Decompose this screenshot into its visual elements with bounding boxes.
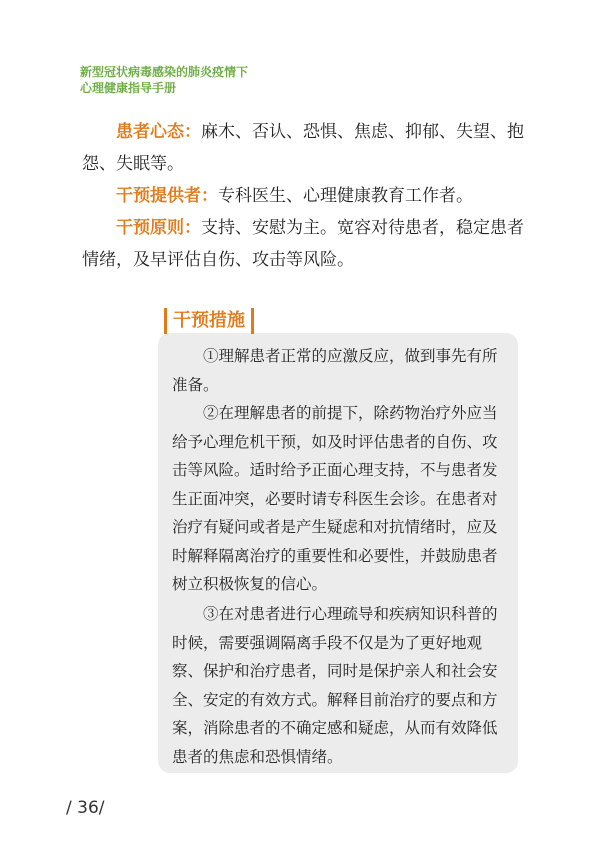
measure-item-3: ③在对患者进行心理疏导和疾病知识科普的时候，需要强调隔离手段不仅是为了更好地观察、保护和治疗患者，同时是保护亲人和社会安全、安定的有效方式。解释目前治疗的要点和方案，消除患者的不确定感和疑虑，从而有效降低患者的焦虑和恐惧情绪。 [172,605,498,766]
provider-paragraph [82,180,527,212]
patient-state-text: 麻木、否认、恐惧、焦虑、抑郁、失望、抱怨、失眠等。 [82,122,524,174]
header-title: 新型冠状病毒感染的肺炎疫情下 [80,65,249,79]
running-header [80,64,248,96]
header-subtitle: 心理健康指导手册 [80,81,177,95]
provider-label: 干预提供者： [116,186,218,206]
provider-text: 专科医生、心理健康教育工作者。 [218,186,473,206]
principle-paragraph [82,212,527,276]
page-number: ∕ 36∕ [66,798,105,818]
principle-label: 干预原则： [116,218,201,238]
principle-text: 支持、安慰为主。宽容对待患者，稳定患者情绪，及早评估自伤、攻击等风险。 [82,218,524,270]
measure-item-1: ①理解患者正常的应激反应，做到事先有所准备。 [172,347,498,394]
section-heading: 干预措施 [164,308,254,334]
patient-state-label: 患者心态： [116,122,201,142]
measure-item-2: ②在理解患者的前提下，除药物治疗外应当给予心理危机干预，如及时评估患者的自伤、攻击等风险。适时给予正面心理支持，不与患者发生正面冲突，必要时请专科医生会诊。在患者对治疗有疑问或者是产生疑虑和对抗情绪时，应及时解释隔离治疗的重要性和必要性，并鼓励患者树立积极恢复的信心。 [172,404,498,593]
patient-state-paragraph [82,116,527,180]
